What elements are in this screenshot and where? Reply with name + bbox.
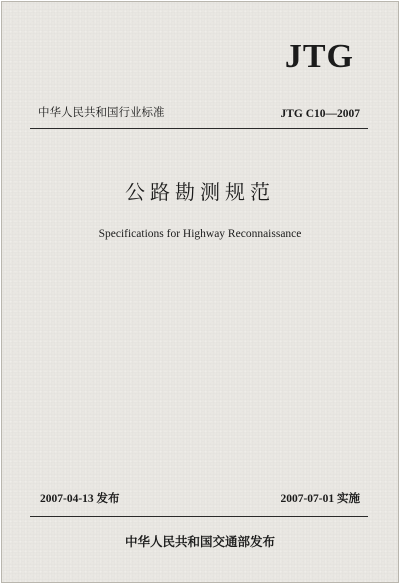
publisher: 中华人民共和国交通部发布 [124,534,275,549]
jtg-logo: JTG [284,38,354,75]
title-english: Specifications for Highway Reconnaissance [98,228,302,240]
standard-header [38,102,360,120]
standard-number: JTG C10—2007 [280,108,360,120]
title-chinese: 公路勘测规范 [125,180,275,204]
bottom-divider [30,516,368,517]
book-cover [1,1,399,583]
effective-date: 2007-07-01 实施 [280,493,360,505]
issue-date: 2007-04-13 发布 [40,493,120,505]
top-divider [30,128,368,129]
dates-row [40,490,360,506]
industry-standard-label: 中华人民共和国行业标准 [38,105,165,119]
